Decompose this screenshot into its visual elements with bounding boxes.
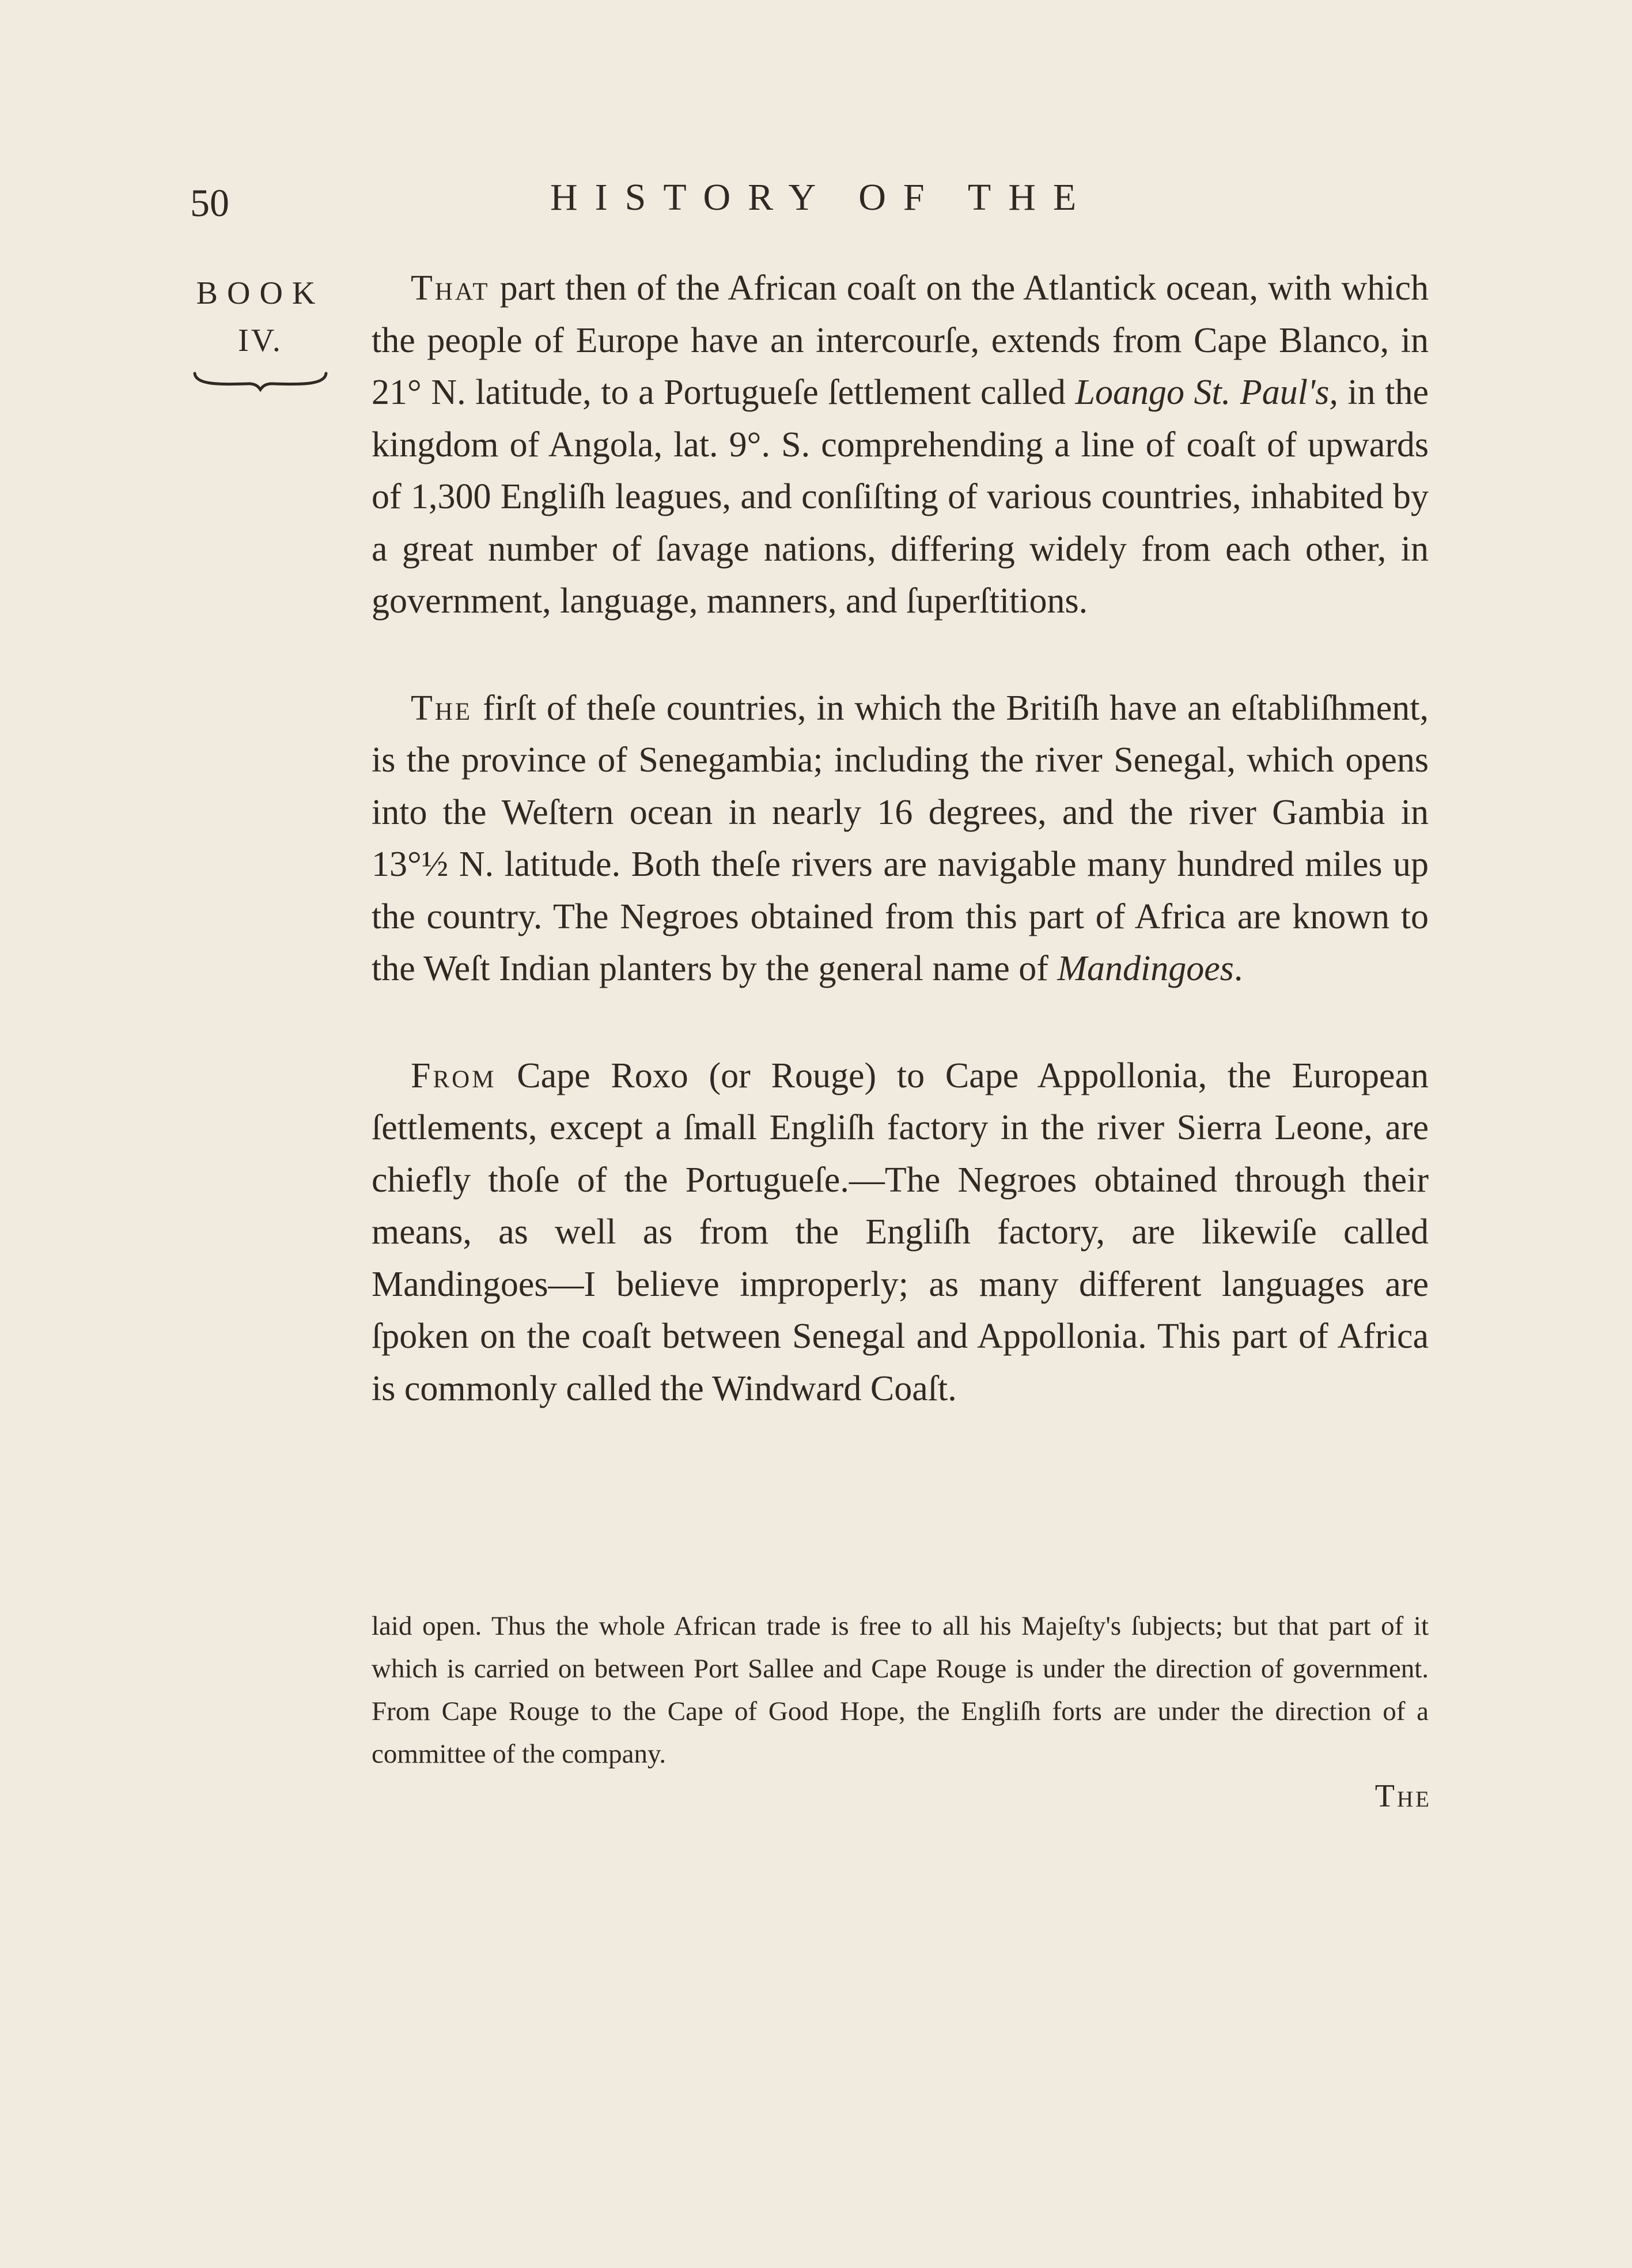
- paragraph-3-text: Cape Roxo (or Rouge) to Cape Appollonia, the European ſettlements, except a ſmall Engliſh factory in the river Sierra Leone, are chiefly thoſe of the Portugueſe.—The Negroes obtained through their means, as well as from the Engliſh factory, are likewiſe called Mandingoes—I believe improperly; as many different languages are ſpoken on the coaſt between Senegal and Appollonia. This part of Africa is commonly called the Windward Coaſt.: [372, 1056, 1429, 1408]
- page-number: 50: [190, 181, 229, 225]
- paragraph-3-lead: From: [411, 1056, 497, 1095]
- margin-note-volume: IV.: [238, 323, 283, 358]
- paragraph-2-italic: Mandingoes: [1057, 949, 1234, 988]
- paragraph-2-text: firſt of theſe countries, in which the Britiſh have an eſtabliſhment, is the province of Senegambia; including the river Senegal, which opens into the Weſtern ocean in nearly 16 degrees, and the river Gambia in 13°½ N. latitude. Both theſe rivers are navigable many hundred miles up the country. The Negroes obtained from this part of Africa are known to the Weſt Indian planters by the general name of: [372, 688, 1429, 988]
- paragraph-3: [372, 1050, 1429, 1415]
- paragraph-1-italic: Loango St. Paul's,: [1075, 373, 1338, 412]
- paragraph-2-lead: The: [411, 688, 473, 728]
- paragraph-1: [372, 262, 1429, 628]
- body-text: [372, 262, 1429, 1415]
- paragraph-1-tail: in the kingdom of Angola, lat. 9°. S. comprehending a line of coaſt of upwards of 1,300 Engliſh leagues, and conſiſting of various countries, inhabited by a great number of ſavage nations, differing widely from each other, in government, language, manners, and ſuperſtitions.: [372, 373, 1429, 621]
- footnote: laid open. Thus the whole African trade is free to all his Majeſty's ſubjects; but that part of it which is carried on between Port Sallee and Cape Rouge is under the direction of government. From Cape Rouge to the Cape of Good Hope, the Engliſh forts are under the direction of a committee of the company.: [372, 1611, 1429, 1769]
- catchword: The: [1374, 1778, 1432, 1814]
- paragraph-2: [372, 682, 1429, 995]
- margin-note-book: BOOK: [196, 275, 325, 311]
- margin-note: [185, 270, 335, 392]
- paragraph-1-lead: That: [411, 269, 490, 308]
- paragraph-1-text: part then of the African coaſt on the Atlantick ocean, with which the people of Europe have an intercourſe, extends from Cape Blanco, in 21° N. latitude, to a Portugueſe ſettlement called: [372, 269, 1429, 412]
- brace-ornament-icon: [191, 369, 330, 392]
- paragraph-2-tail: .: [1233, 949, 1243, 988]
- running-head: HISTORY OF THE: [550, 176, 1094, 218]
